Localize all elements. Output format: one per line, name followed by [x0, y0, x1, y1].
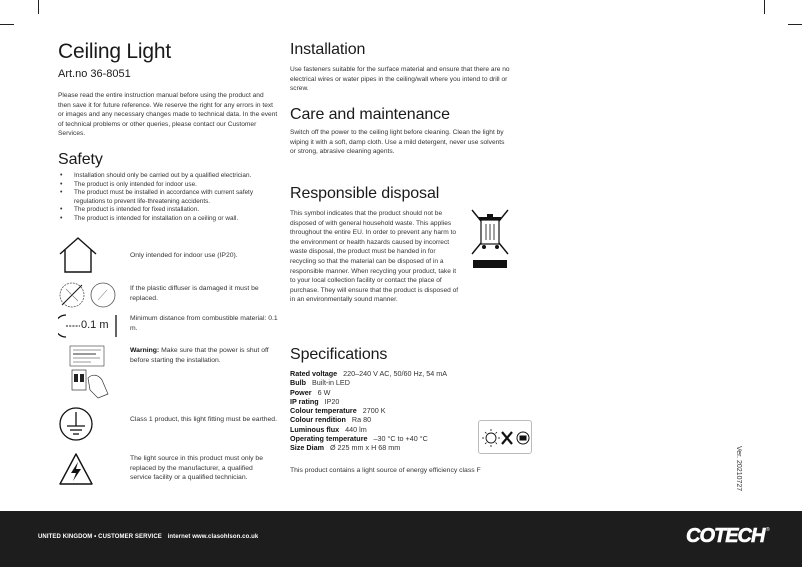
article-number: Art.no 36-8051 [58, 68, 131, 80]
symbol-text: Only intended for indoor use (IP20). [130, 252, 238, 259]
spec-row: Luminous flux 440 lm [290, 424, 367, 434]
spec-row: IP rating IP20 [290, 396, 340, 406]
warning-switch-icon [58, 344, 114, 400]
footer-contact [38, 534, 258, 540]
spec-row: Bulb Built-in LED [290, 378, 350, 388]
crop-mark [764, 0, 765, 14]
symbol-text: Class 1 product, this light fitting must be earthed. [130, 416, 277, 423]
list-item: • The product is intended for fixed installation. [58, 206, 283, 215]
safety-heading: Safety [58, 151, 103, 168]
earth-ground-icon [58, 406, 94, 442]
warning-text: Make sure that the power is shut off before starting the installation. [130, 347, 269, 364]
disposal-heading: Responsible disposal [290, 185, 440, 202]
list-item: • The product must be installed in accordance with current safety regulations to prevent life-threatening accidents. [58, 189, 283, 206]
symbol-row [58, 452, 283, 498]
spec-row: Operating temperature –30 °C to +40 °C [290, 434, 428, 444]
list-item: • The product is only intended for indoor use. [58, 181, 283, 190]
footer-bar [0, 511, 802, 567]
hazard-triangle-icon [58, 452, 94, 486]
spec-row: Colour temperature 2700 K [290, 406, 386, 416]
house-icon [58, 236, 98, 274]
list-item: • The product is intended for installation on a ceiling or wall. [58, 215, 283, 224]
spec-row: Size Diam Ø 225 mm x H 68 mm [290, 443, 401, 453]
symbol-text: Minimum distance from combustible material: 0.1 m. [130, 315, 278, 332]
symbol-row [58, 406, 283, 444]
registered-mark: ® [766, 527, 770, 533]
symbol-row [58, 280, 283, 312]
list-item: • Installation should only be carried out by a qualified electrician. [58, 172, 283, 181]
care-heading: Care and maintenance [290, 106, 450, 123]
energy-icons-box [478, 420, 532, 454]
spec-row: Rated voltage 220–240 V AC, 50/60 Hz, 54 mA [290, 369, 448, 378]
intro-text: Please read the entire instruction manual before using the product and then save it for future reference. We reserve the right for any errors in text or images and any necessary changes made to technical data. In the event of technical problems or other queries, please contact our Customer Services. [58, 92, 278, 138]
spec-row: Colour rendition Ra 80 [290, 415, 372, 425]
safety-list [58, 172, 283, 224]
care-text: Switch off the power to the ceiling light before cleaning. Clean the light by wiping it with a soft, damp cloth. Use a mild detergent, never use solvents or strong, abrasive cleaning agents. [290, 129, 505, 156]
crop-mark [38, 0, 39, 14]
lamp-symbols-icon [479, 421, 533, 455]
symbol-row [58, 344, 283, 402]
crop-mark [788, 24, 802, 25]
symbol-text [130, 346, 282, 365]
symbol-text: If the plastic diffuser is damaged it must be replaced. [130, 285, 259, 302]
footer-region: UNITED KINGDOM • CUSTOMER SERVICE [38, 534, 162, 540]
symbol-row [58, 312, 283, 342]
distance-label: 0.1 m [81, 319, 109, 331]
installation-heading: Installation [290, 41, 366, 58]
symbol-row [58, 236, 283, 276]
version-label: Ver. 20210727 [735, 446, 742, 492]
crop-mark [0, 24, 14, 25]
broken-diffuser-icon [58, 280, 120, 310]
logo-text: COTECH [686, 525, 765, 547]
energy-note: This product contains a light source of energy efficiency class F [290, 467, 481, 474]
disposal-text: This symbol indicates that the product should not be disposed of with general household waste. This applies throughout the entire EU. In order to prevent any harm to the environment or health hazards caused by incorrect waste disposal, the product must be handed in for recycling so that the material can be disposed of in a responsible manner. When recycling your product, take it to your local collection facility or contact the place of purchase. They will ensure that the product is disposed of in an environmentally sound manner. [290, 210, 459, 304]
weee-bar [473, 260, 507, 268]
spec-row: Power 6 W [290, 387, 331, 397]
page-title: Ceiling Light [58, 40, 171, 63]
warning-label: Warning: [130, 347, 160, 354]
specifications-heading: Specifications [290, 346, 388, 363]
installation-text: Use fasteners suitable for the surface material and ensure that there are no electrical wires or water pipes in the ceiling/wall where you intend to drill or screw. [290, 66, 510, 93]
symbol-text: The light source in this product must only be replaced by the manufacturer, a qualified service facility or a qualified technician. [130, 455, 263, 482]
weee-bin-icon [470, 208, 510, 256]
footer-website[interactable]: internet www.clasohlson.co.uk [167, 534, 259, 540]
